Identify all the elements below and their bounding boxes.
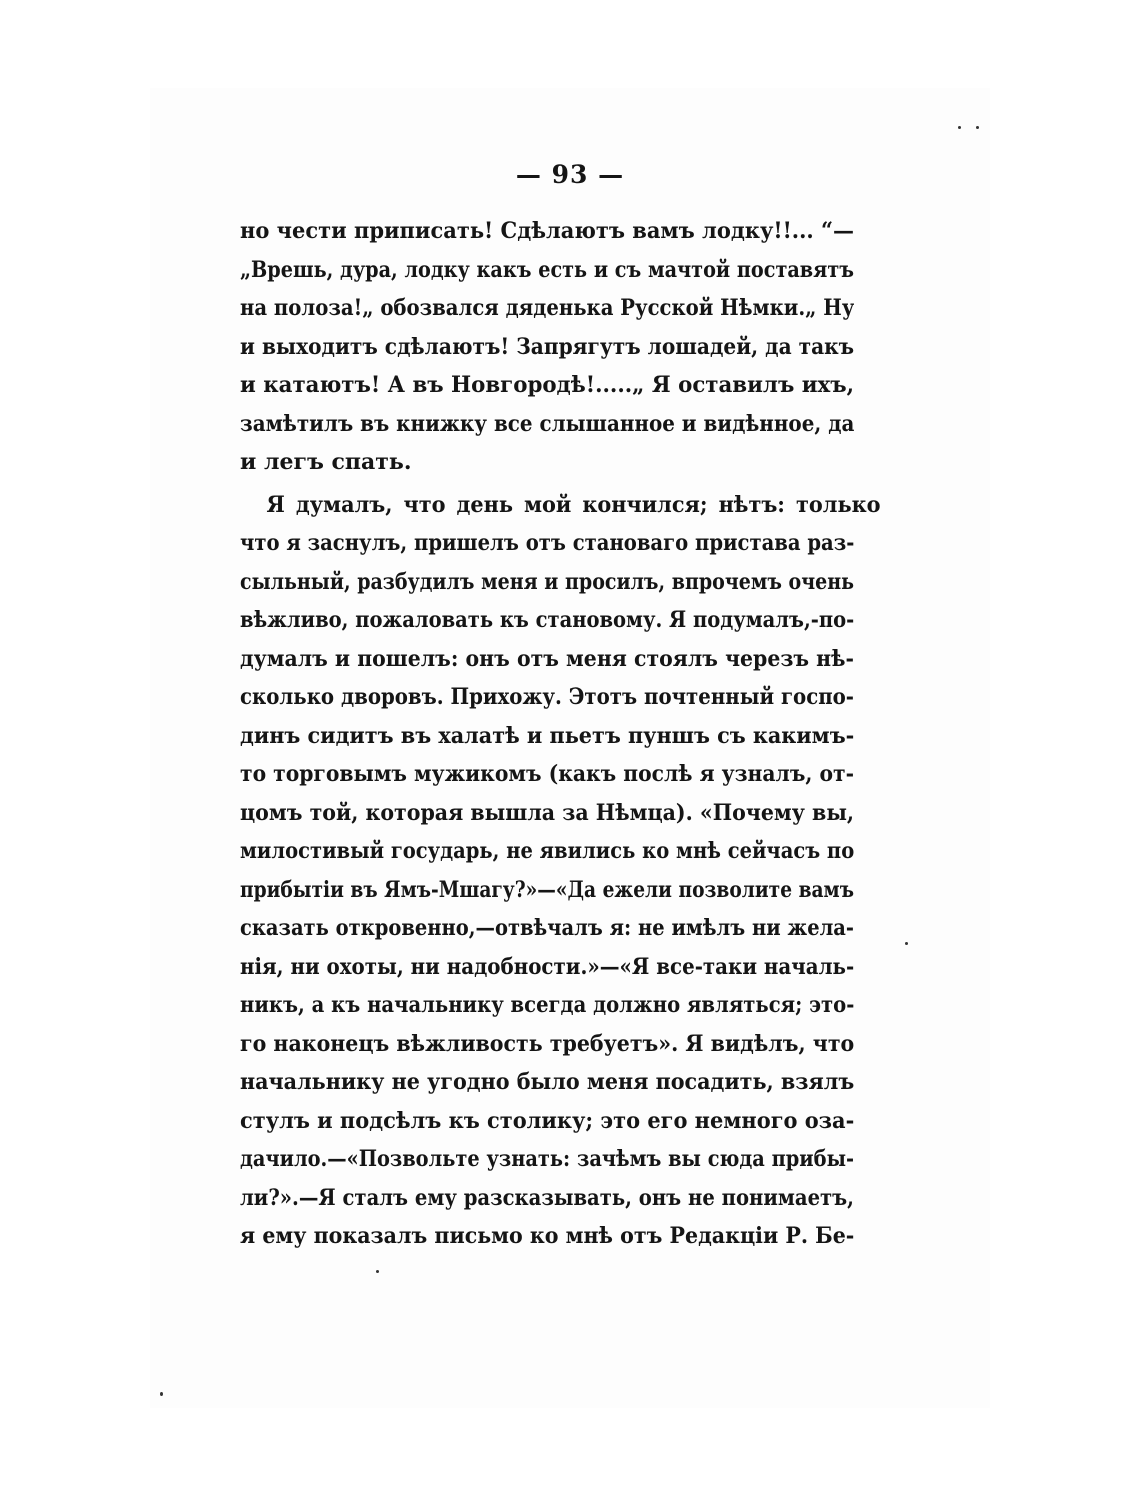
scan-speck [905,942,908,945]
text-line: сколько дворовъ. Прихожу. Этотъ почтенный госпо- [240,684,854,710]
scan-speck [376,1270,379,1273]
text-line: вѣжливо, пожаловать къ становому. Я подумалъ,-по- [240,607,854,633]
text-line: стулъ и подсѣлъ къ столику; это его немного оза- [240,1107,854,1134]
text-line: прибытіи въ Ямъ-Мшагу?»—«Да ежели позволите вамъ [240,876,854,903]
text-line: замѣтилъ въ книжку все слышанное и видѣнное, да [240,410,854,437]
text-line: динъ сидитъ въ халатѣ и пьетъ пуншъ съ какимъ- [240,722,854,749]
text-line: что я заснулъ, пришелъ отъ становаго пристава раз- [240,530,854,556]
text-line: думалъ и пошелъ: онъ отъ меня стоялъ черезъ нѣ- [240,645,854,672]
text-line: нія, ни охоты, ни надобности.»—«Я все-таки началь- [240,953,854,980]
text-line: начальнику не угодно было меня посадить, взялъ [240,1069,854,1095]
text-line: но чести приписать! Сдѣлаютъ вамъ лодку!!... “— [240,218,854,244]
scan-speck [976,126,979,129]
text-line: сыльный, разбудилъ меня и просилъ, впрочемъ очень [240,568,854,595]
text-line: цомъ той, которая вышла за Нѣмца). «Почему вы, [240,799,854,826]
paragraph-1 [240,212,854,482]
text-line: на полоза!„ обозвался дяденька Русской Нѣмки.„ Ну [240,295,854,321]
paragraph-2 [240,486,881,1256]
text-line: дачило.—«Позвольте узнать: зачѣмъ вы сюда прибы- [240,1146,854,1172]
text-line: ли?».—Я сталъ ему разсказывать, онъ не понимаетъ, [240,1184,854,1211]
text-line: сказать откровенно,—отвѣчалъ я: не имѣлъ ни жела- [240,915,854,941]
text-line: и выходитъ сдѣлаютъ! Запрягутъ лошадей, да такъ [240,333,854,360]
text-line: Я думалъ, что день мой кончился; нѣтъ: только [266,491,881,518]
text-line: никъ, а къ начальнику всегда должно являться; это- [240,992,854,1018]
text-line: „Врешь, дура, лодку какъ есть и съ мачтой поставятъ [240,256,854,283]
page-number: — 93 — [515,160,625,189]
text-line: я ему показалъ письмо ко мнѣ отъ Редакціи Р. Бе- [240,1223,854,1249]
scan-speck [160,1392,163,1396]
text-line: то торговымъ мужикомъ (какъ послѣ я узналъ, от- [240,761,854,787]
text-line: го наконецъ вѣжливость требуетъ». Я видѣлъ, что [240,1030,854,1057]
scan-speck [958,126,961,129]
text-line: и катаютъ! А въ Новгородѣ!.....„ Я оставилъ ихъ, [240,372,854,398]
text-line: и легъ спать. [240,449,412,475]
text-line: милостивый государь, не явились ко мнѣ сейчасъ по [240,838,854,864]
body-text [240,212,881,1256]
